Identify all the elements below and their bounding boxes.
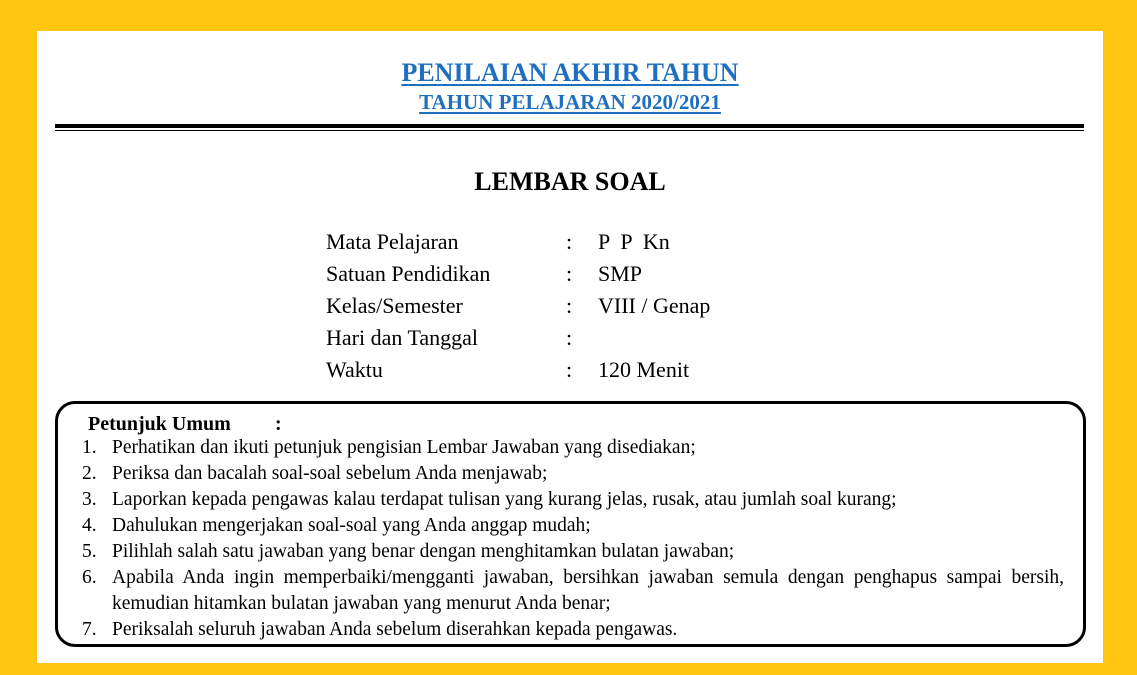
item-text: Periksalah seluruh jawaban Anda sebelum diserahkan kepada pengawas. (112, 619, 678, 640)
instructions-list (82, 435, 1064, 643)
list-item (82, 513, 1064, 539)
item-text: Perhatikan dan ikuti petunjuk pengisian Lembar Jawaban yang disediakan; (112, 437, 696, 458)
exam-title: PENILAIAN AKHIR TAHUN (401, 58, 739, 87)
item-number: 7. (82, 619, 97, 640)
item-number: 3. (82, 489, 97, 510)
info-colon: : (566, 325, 573, 350)
header-divider-thick (55, 124, 1084, 128)
info-label: Satuan Pendidikan (326, 261, 491, 286)
item-number: 5. (82, 541, 97, 562)
item-text: Dahulukan mengerjakan soal-soal yang Anda anggap mudah; (112, 515, 591, 536)
info-value: VIII / Genap (598, 293, 711, 318)
info-colon: : (566, 261, 573, 286)
document-page (37, 31, 1103, 663)
info-label: Hari dan Tanggal (326, 325, 479, 350)
instructions-heading (88, 412, 282, 436)
info-label: Kelas/Semester (326, 293, 463, 318)
item-number: 6. (82, 567, 97, 588)
info-colon: : (566, 293, 573, 318)
info-label: Mata Pelajaran (326, 229, 459, 254)
info-colon: : (566, 357, 573, 382)
document-header (37, 58, 1103, 115)
list-item (82, 461, 1064, 487)
exam-info-table (326, 226, 710, 386)
info-value: 120 Menit (598, 357, 690, 382)
general-instructions-box (55, 401, 1086, 647)
info-colon: : (566, 229, 573, 254)
item-text: Periksa dan bacalah soal-soal sebelum Anda menjawab; (112, 463, 548, 484)
list-item (82, 539, 1064, 565)
info-row-school-level (326, 258, 710, 290)
item-number: 4. (82, 515, 97, 536)
item-text: Apabila Anda ingin memperbaiki/mengganti jawaban, bersihkan jawaban semula dengan penghapus sampai bersih, kemudian hitamkan bulatan jawaban yang menurut Anda benar; (112, 567, 1064, 614)
academic-year: TAHUN PELAJARAN 2020/2021 (419, 90, 721, 114)
item-number: 2. (82, 463, 97, 484)
info-label: Waktu (326, 357, 383, 382)
info-row-day-date (326, 322, 710, 354)
list-item (82, 617, 1064, 643)
info-row-time (326, 354, 710, 386)
instructions-title: Petunjuk Umum (88, 413, 231, 435)
list-item (82, 565, 1064, 617)
info-row-subject (326, 226, 710, 258)
sheet-title: LEMBAR SOAL (474, 167, 666, 196)
list-item (82, 487, 1064, 513)
list-item (82, 435, 1064, 461)
item-text: Pilihlah salah satu jawaban yang benar dengan menghitamkan bulatan jawaban; (112, 541, 735, 562)
info-row-class-semester (326, 290, 710, 322)
info-value: SMP (598, 261, 643, 286)
instructions-colon: : (275, 413, 282, 435)
info-value: P P Kn (598, 229, 670, 254)
item-text: Laporkan kepada pengawas kalau terdapat tulisan yang kurang jelas, rusak, atau jumlah soal kurang; (112, 489, 897, 510)
item-number: 1. (82, 437, 97, 458)
header-divider-thin (55, 130, 1084, 131)
